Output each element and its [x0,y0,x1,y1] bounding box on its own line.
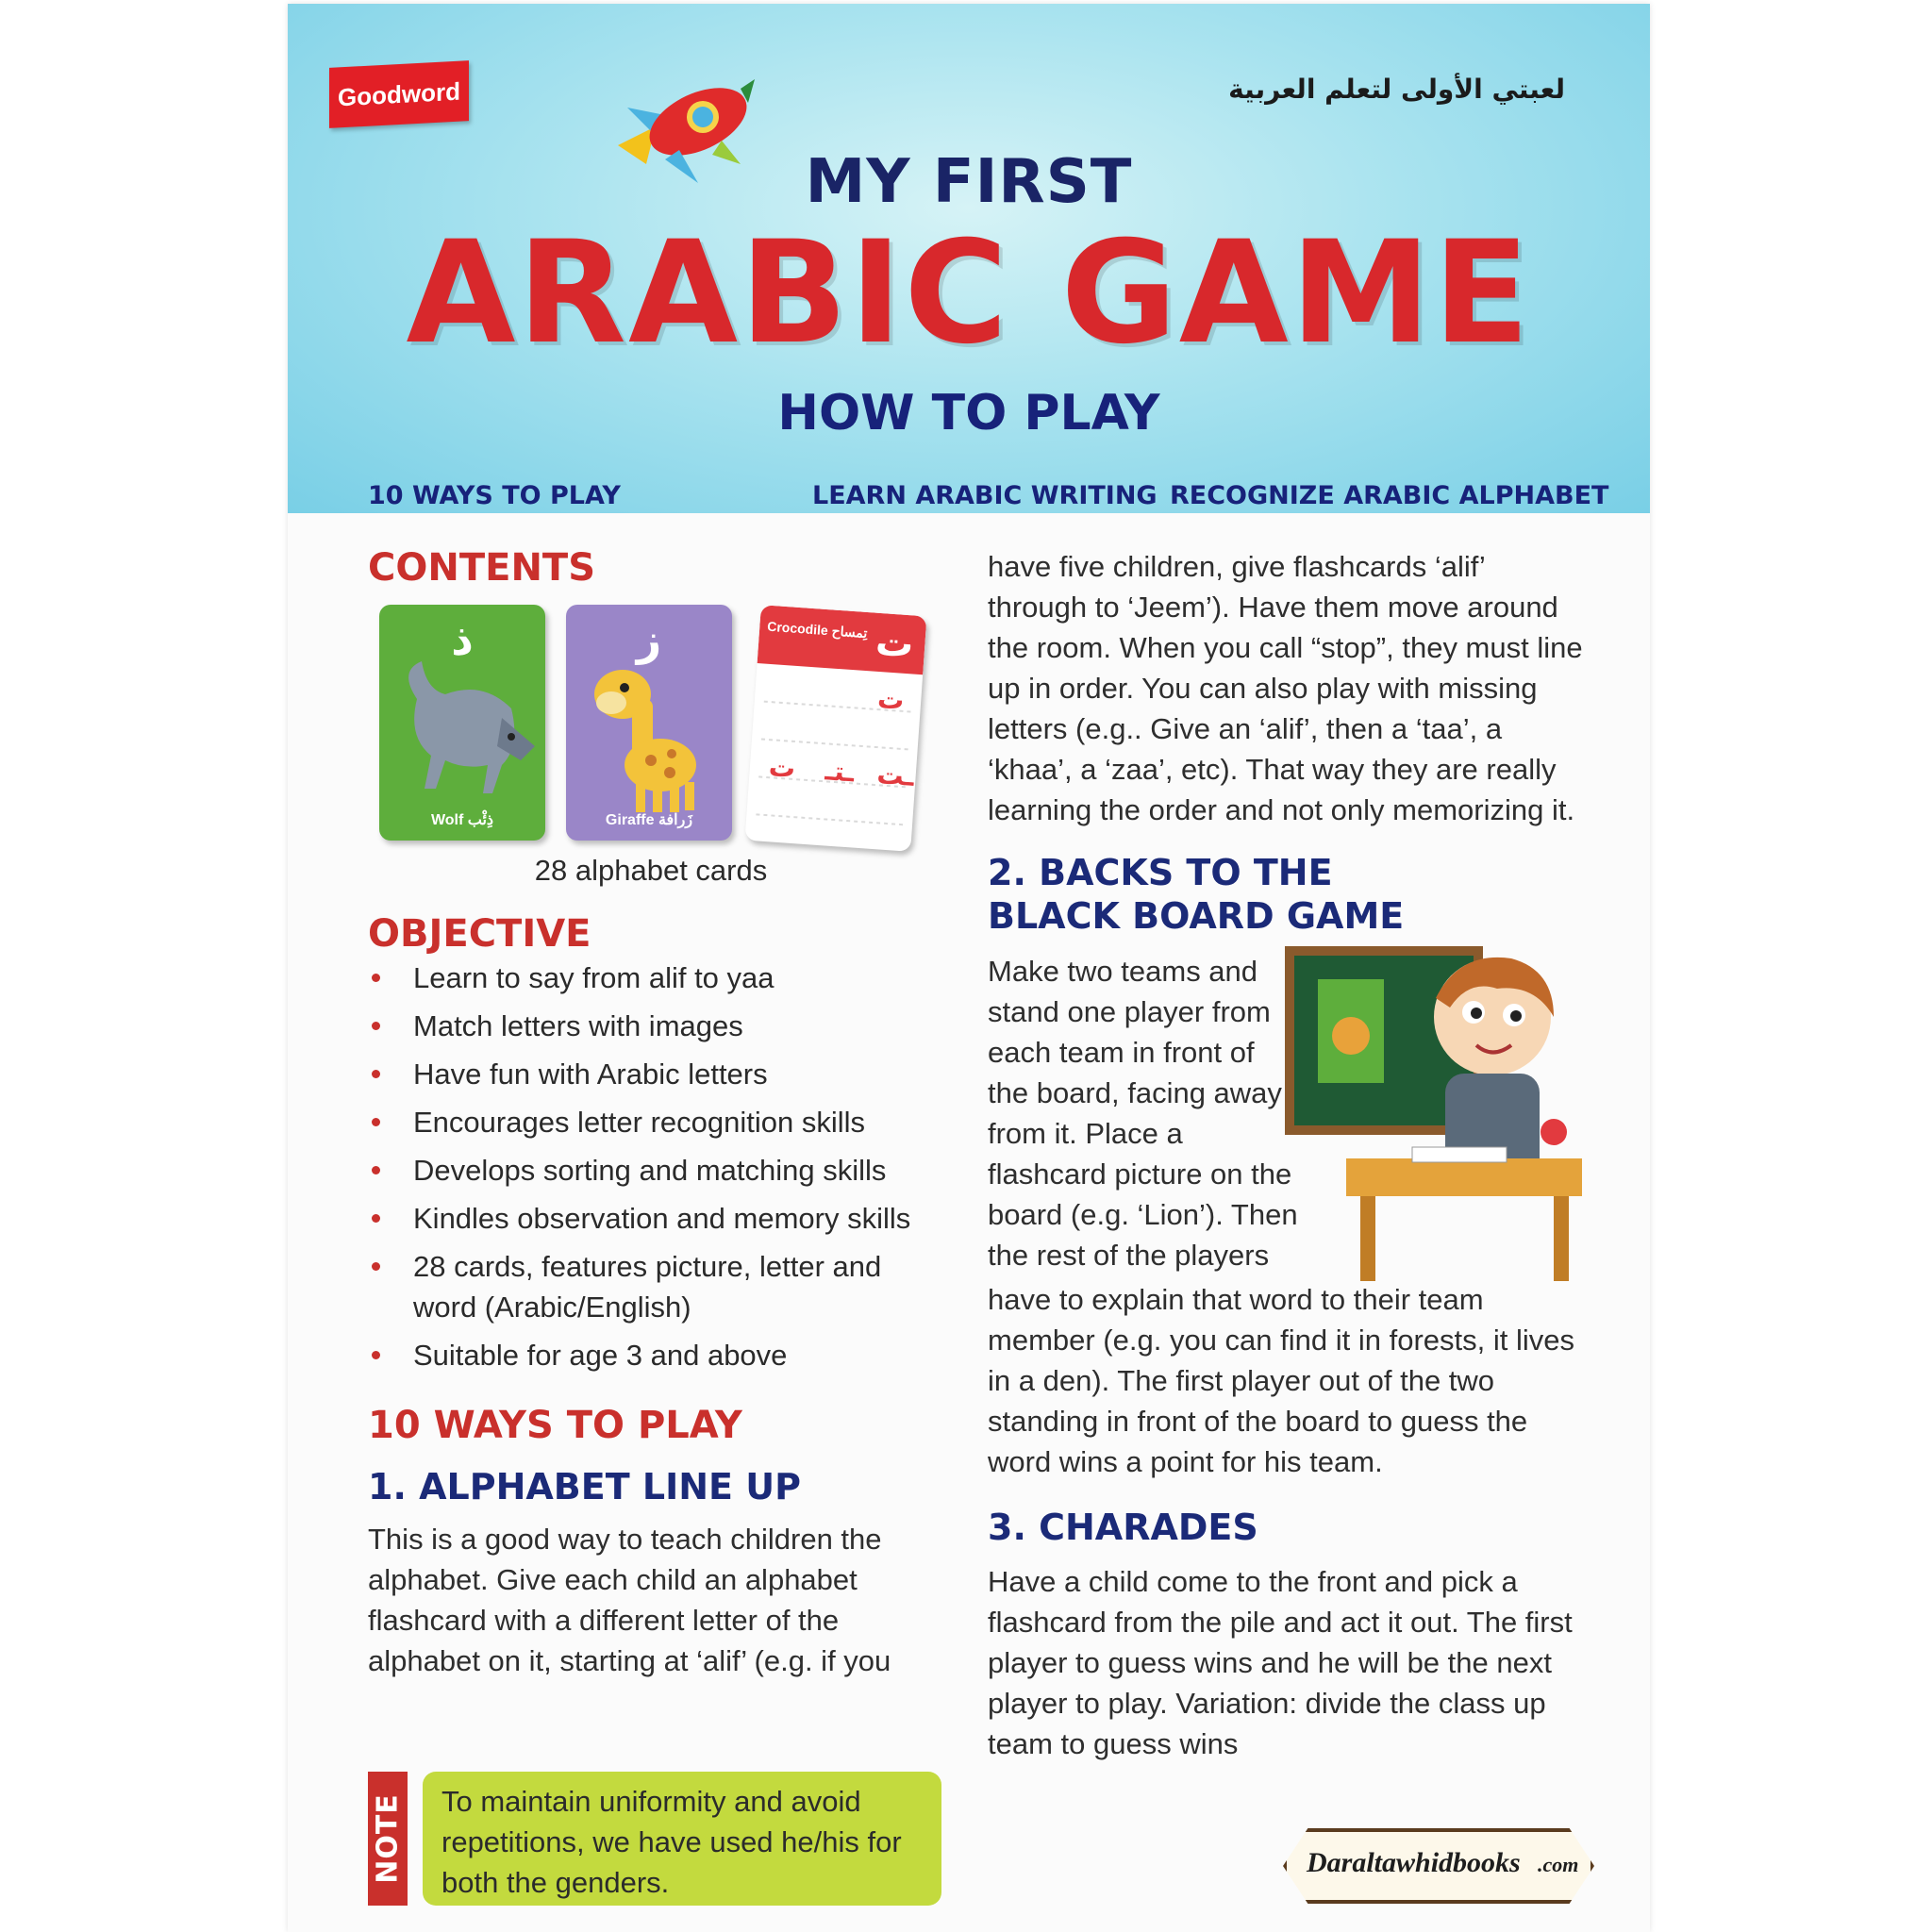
card-giraffe [566,605,732,841]
card-letter: ذ [451,614,474,665]
list-item: Encourages letter recognition skills [368,1102,943,1142]
card-wolf [379,605,545,841]
tag-learn-writing: LEARN ARABIC WRITING [812,481,1158,510]
list-item: 28 cards, features picture, letter and word (Arabic/English) [368,1246,943,1327]
svg-text:ـت: ـت [875,758,915,792]
card-letter: ز [636,614,662,665]
bullet-icon [372,1214,380,1223]
list-item: Develops sorting and matching skills [368,1150,943,1191]
list-item: Match letters with images [368,1006,943,1046]
way3-title: 3. CHARADES [988,1507,1258,1548]
card-caption: Wolf ذِئْب [430,812,494,828]
how-to-play-heading: HOW TO PLAY [777,385,1160,441]
list-item: Have fun with Arabic letters [368,1054,943,1094]
watermark-name: Daraltawhidbooks [1307,1847,1521,1878]
watermark-suffix: .com [1538,1853,1579,1876]
right-column [988,546,1591,1764]
way1-text-continued: have five children, give flashcards ‘alif’ through to ‘Jeem’). Have them move around the room. When you call “stop”, they must line up in order. You can also play with missing letters (e.g.. Give an ‘alif’, then a ‘taa’, a ‘khaa’, a ‘zaa’, etc). That way they are really learning the order and not only memorizing it. [988,550,1583,826]
svg-text:ـتـ: ـتـ [824,755,856,789]
left-column [368,546,943,1681]
cards-caption: 28 alphabet cards [534,854,768,887]
way2-title: 2. BACKS TO THE BLACK BOARD GAME [988,852,1405,937]
list-item: Kindles observation and memory skills [368,1198,943,1239]
card-caption: Giraffe زَرافة [605,812,693,828]
card-samples [368,603,943,859]
card-crocodile [744,605,926,852]
main-title: ARABIC GAME [406,211,1532,375]
list-item: Suitable for age 3 and above [368,1335,943,1375]
card-letter: ت [874,620,915,667]
instruction-sheet [288,4,1650,1932]
header-banner [288,4,1650,513]
bullet-icon [372,1118,380,1126]
brand-logo: Goodword [329,60,469,128]
giraffe-illustration [566,605,732,841]
bullet-icon [372,1070,380,1078]
contents-heading: CONTENTS [368,546,596,590]
note-box [368,1772,943,1909]
svg-text:ت: ت [767,751,797,785]
bullet-icon [372,1262,380,1271]
way2-text-a: Make two teams and stand one player from each team in front of the board, facing away from it. Place a flashcard picture on the board (e.g. ‘Lion’). Then the rest of the players [988,955,1298,1272]
svg-text:ت: ت [876,683,906,716]
card-caption: Crocodile تِمساح [766,618,868,641]
letter-tracing-lines [744,663,923,852]
bullet-icon [372,1022,380,1030]
boy-at-blackboard-illustration [1271,932,1591,1291]
ways-heading: 10 WAYS TO PLAY [368,1404,742,1447]
bullet-icon [372,1351,380,1359]
note-label-tab: NOTE [368,1772,408,1906]
way1-text: This is a good way to teach children the alphabet. Give each child an alphabet flashcard with a different letter of the alphabet on it, starting at ‘alif’ (e.g. if you [368,1523,891,1677]
tag-recognize-alphabet: RECOGNIZE ARABIC ALPHABET [1170,481,1609,510]
note-text: To maintain uniformity and avoid repetitions, we have used he/his for both the genders. [423,1772,941,1906]
bullet-icon [372,1166,380,1174]
way3-text: Have a child come to the front and pick a flashcard from the pile and act it out. The first player to guess wins and he will be the next player to play. Variation: divide the class up team to guess wins [988,1565,1573,1760]
way2-block [988,951,1591,1309]
watermark-plate [1255,1821,1641,1911]
subtitle-my-first: MY FIRST [805,147,1133,217]
wolf-illustration [379,605,545,841]
tag-ways-to-play: 10 WAYS TO PLAY [368,481,621,510]
objective-heading: OBJECTIVE [368,912,591,956]
objective-list [368,958,943,1375]
bullet-icon [372,974,380,982]
way2-text-b: have to explain that word to their team member (e.g. you can find it in forests, it lives in a den). The first player out of the two standing in front of the board to guess the word wins a point for his team. [988,1283,1574,1478]
arabic-title: لعبتي الأولى لتعلم العربية [1228,74,1565,105]
list-item: Learn to say from alif to yaa [368,958,943,998]
way1-title: 1. ALPHABET LINE UP [368,1466,801,1507]
